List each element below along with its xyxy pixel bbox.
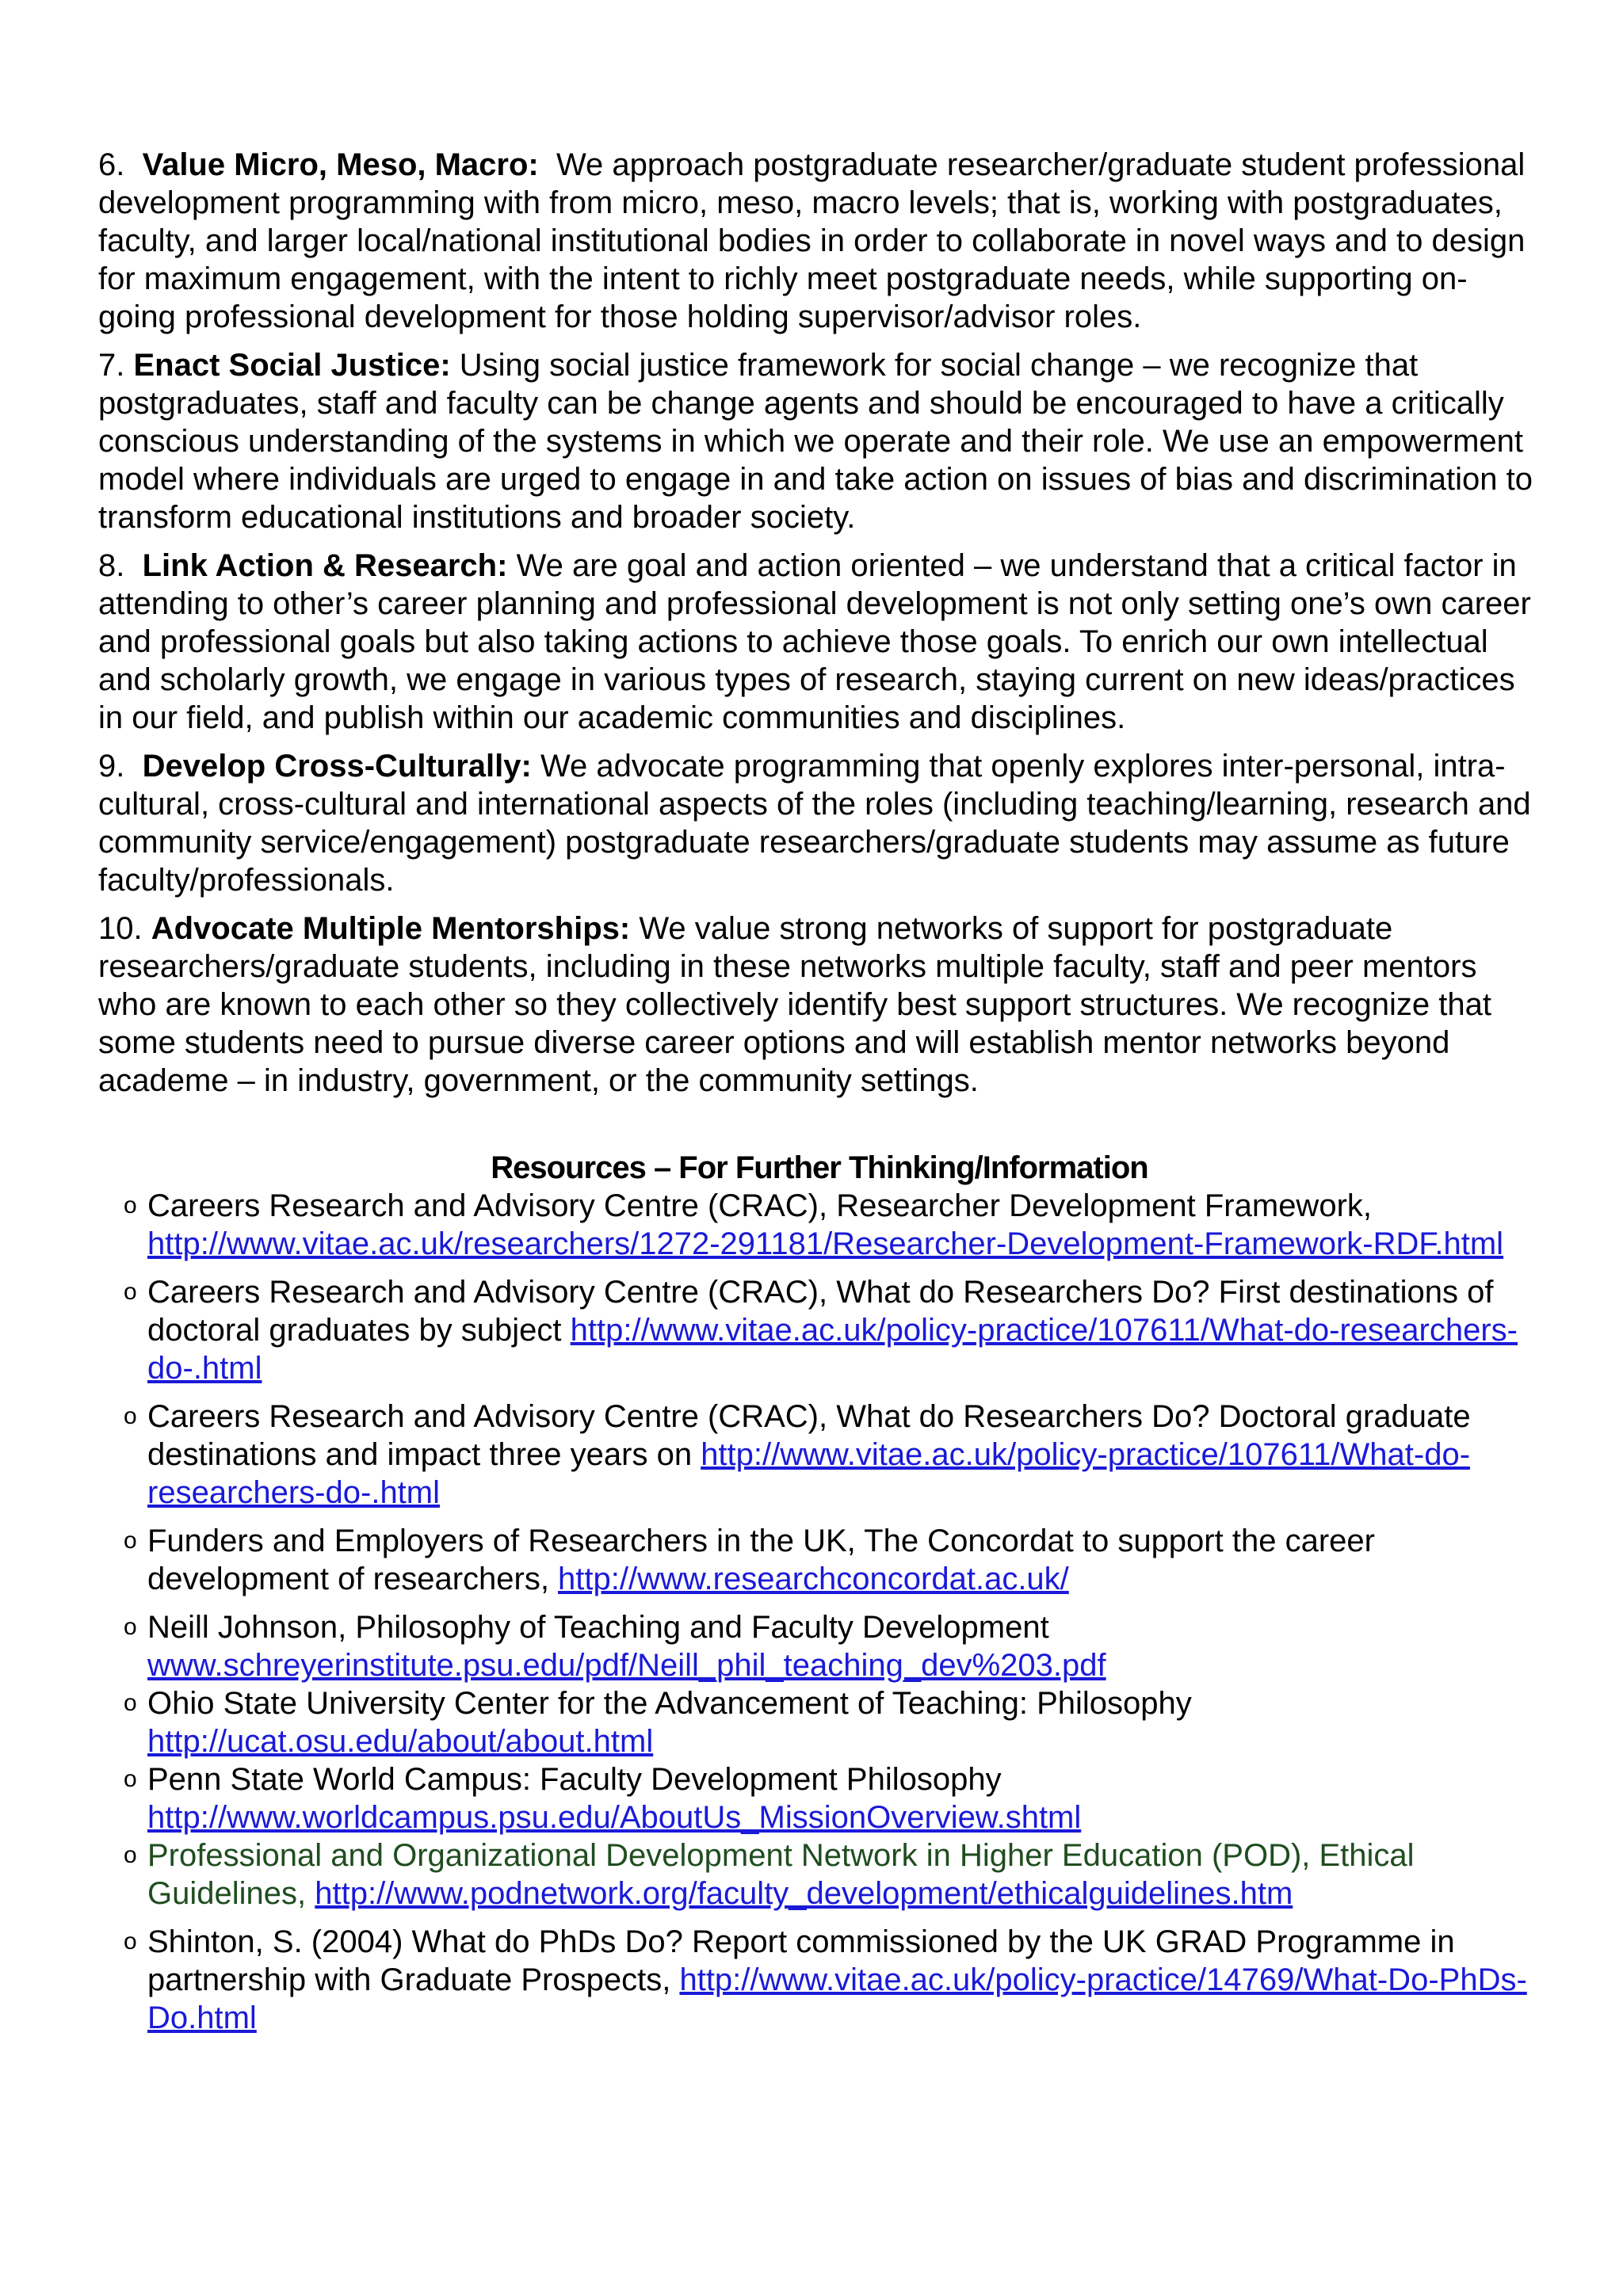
principle-body: We approach postgraduate researcher/graduate student professional development programming with from micro, meso, macro levels; that is, working with postgraduates, faculty, and larger local/national institutional bodies in order to collaborate in novel ways and to design for maximum engagement, with the intent to richly meet postgraduate needs, while supporting on-going professional development for those holding supervisor/advisor roles. (98, 147, 1526, 334)
resource-link[interactable]: http://www.podnetwork.org/faculty_development/ethicalguidelines.htm (315, 1876, 1293, 1911)
bullet-icon: o (124, 1403, 137, 1429)
principle-number: 9. (98, 749, 125, 784)
principle-6 (98, 146, 1541, 336)
principle-title: Develop Cross-Culturally: (142, 749, 532, 784)
bullet-icon: o (124, 1527, 137, 1554)
bullet-icon: o (124, 1928, 137, 1955)
resource-text: Ohio State University Center for the Advancement of Teaching: Philosophy (147, 1686, 1192, 1721)
principle-number: 6. (98, 147, 125, 182)
bullet-icon: o (124, 1614, 137, 1640)
principle-number: 7. (98, 348, 125, 383)
bullet-icon: o (124, 1192, 137, 1219)
resource-item (98, 1187, 1556, 1263)
resource-text: Shinton, S. (2004) What do PhDs Do? Report commissioned by the UK GRAD Programme in partnership with Graduate Prospects, (147, 1924, 1455, 1997)
principle-body: We value strong networks of support for postgraduate researchers/graduate students, including in these networks multiple faculty, staff and peer mentors who are known to each other so they collectively identify best support structures. We recognize that some students need to pursue diverse career options and will establish mentor networks beyond academe – in industry, government, or the community settings. (98, 911, 1491, 1098)
principle-title: Enact Social Justice: (133, 348, 451, 383)
principle-9 (98, 747, 1541, 899)
principle-body: We advocate programming that openly explores inter-personal, intra-cultural, cross-cultural and international aspects of the roles (including teaching/learning, research and community service/engagement) postgraduate researchers/graduate students may assume as future faculty/professionals. (98, 749, 1531, 898)
resource-text: Funders and Employers of Researchers in the UK, The Concordat to support the career development of researchers, (147, 1524, 1375, 1596)
principle-title: Link Action & Research: (142, 548, 508, 583)
resource-item (98, 1760, 1556, 1836)
resource-link[interactable]: www.schreyerinstitute.psu.edu/pdf/Neill_phil_teaching_dev%203.pdf (147, 1648, 1106, 1683)
resources-heading: Resources – For Further Thinking/Information (491, 1150, 1148, 1185)
principle-10 (98, 910, 1541, 1100)
principle-title: Advocate Multiple Mentorships: (151, 911, 631, 946)
resource-item (98, 1684, 1556, 1760)
resource-item (98, 1398, 1556, 1512)
resource-link[interactable]: http://www.vitae.ac.uk/policy-practice/14769/What-Do-PhDs-Do.html (147, 1962, 1527, 2035)
principle-7 (98, 346, 1541, 536)
resource-link[interactable]: http://ucat.osu.edu/about/about.html (147, 1724, 654, 1759)
principle-number: 10. (98, 911, 143, 946)
resource-text: Penn State World Campus: Faculty Development Philosophy (147, 1762, 1002, 1797)
resource-item (98, 1608, 1556, 1684)
principle-8 (98, 547, 1541, 737)
resource-text: Careers Research and Advisory Centre (CRAC), Researcher Development Framework, (147, 1188, 1372, 1223)
resource-link[interactable]: http://www.vitae.ac.uk/policy-practice/107611/What-do-researchers-do-.html (147, 1313, 1518, 1386)
resource-link[interactable]: http://www.vitae.ac.uk/policy-practice/107611/What-do-researchers-do-.html (147, 1437, 1471, 1510)
resource-item (98, 1923, 1556, 2037)
resource-text: Professional and Organizational Development Network in Higher Education (POD), Ethical Guidelines, (147, 1838, 1415, 1911)
resource-item (98, 1522, 1556, 1598)
bullet-icon: o (124, 1690, 137, 1716)
resource-text: Neill Johnson, Philosophy of Teaching and Faculty Development (147, 1610, 1049, 1645)
resource-item (98, 1836, 1556, 1913)
resource-item (98, 1273, 1556, 1387)
principle-body: We are goal and action oriented – we understand that a critical factor in attending to other’s career planning and professional development is not only setting one’s own career and professional goals but also taking actions to achieve those goals. To enrich our own intellectual and scholarly growth, we engage in various types of research, staying current on new ideas/practices in our field, and publish within our academic communities and disciplines. (98, 548, 1531, 735)
principle-body: Using social justice framework for social change – we recognize that postgraduates, staff and faculty can be change agents and should be encouraged to have a critically conscious understanding of the systems in which we operate and their role. We use an empowerment model where individuals are urged to engage in and take action on issues of bias and discrimination to transform educational institutions and broader society. (98, 348, 1533, 535)
bullet-icon: o (124, 1842, 137, 1868)
principle-title: Value Micro, Meso, Macro: (142, 147, 539, 182)
resource-text: Careers Research and Advisory Centre (CRAC), What do Researchers Do? First destinations of doctoral graduates by subject (147, 1275, 1494, 1348)
principles-list (98, 146, 1541, 1110)
resource-link[interactable]: http://www.researchconcordat.ac.uk/ (558, 1562, 1069, 1596)
resource-link[interactable]: http://www.worldcampus.psu.edu/AboutUs_MissionOverview.shtml (147, 1800, 1082, 1835)
bullet-icon: o (124, 1766, 137, 1792)
resource-link[interactable]: http://www.vitae.ac.uk/researchers/1272-291181/Researcher-Development-Framework-RDF.html (147, 1226, 1504, 1261)
principle-number: 8. (98, 548, 125, 583)
resource-text: Careers Research and Advisory Centre (CRAC), What do Researchers Do? Doctoral graduate destinations and impact three years on (147, 1399, 1471, 1472)
bullet-icon: o (124, 1279, 137, 1305)
resources-list (98, 1187, 1556, 2047)
